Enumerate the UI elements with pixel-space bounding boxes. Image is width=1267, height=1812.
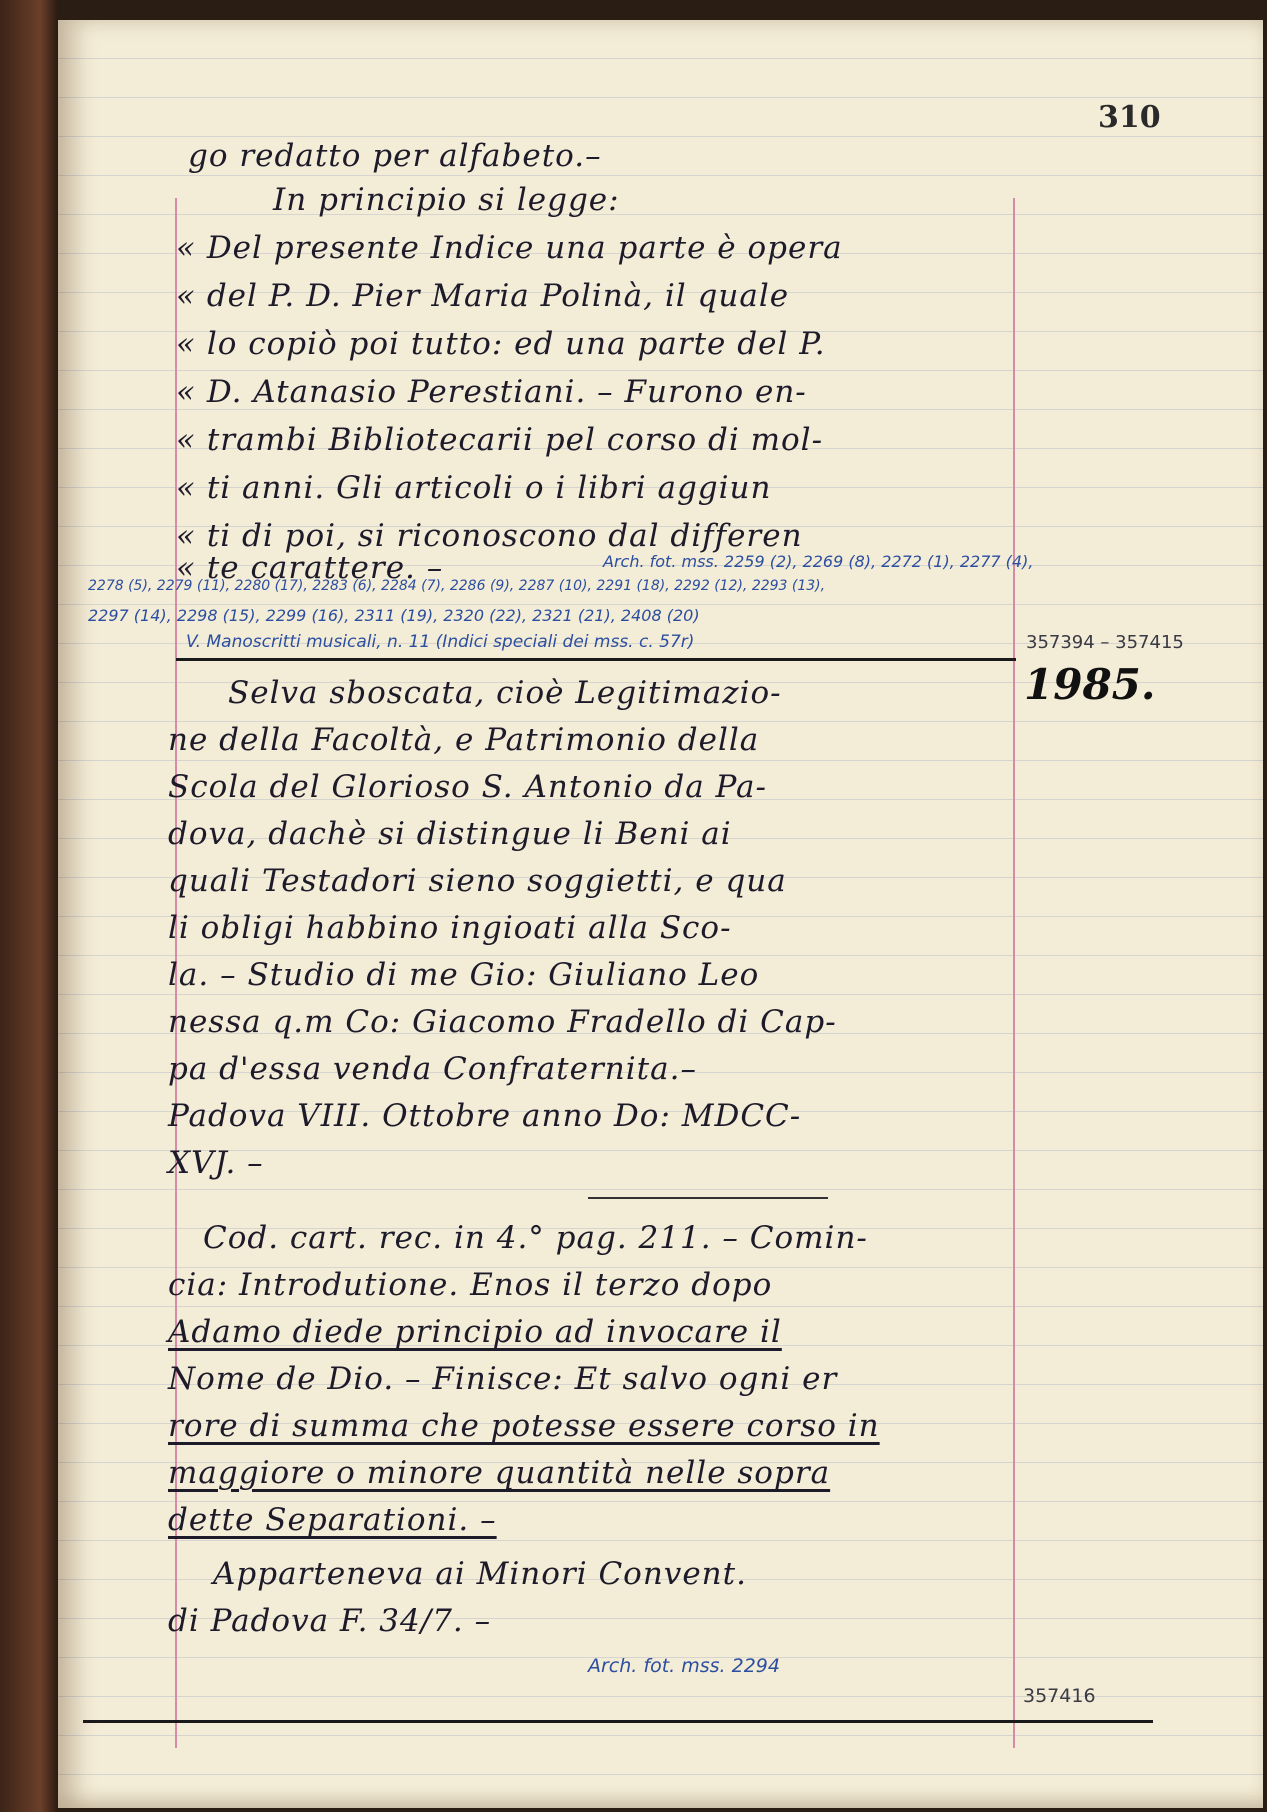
description-line: cia: Introdutione. Enos il terzo dopo [168,1267,773,1303]
book-binding [0,0,58,1812]
main-entry-line: nessa q.m Co: Giacomo Fradello di Cap- [168,1004,837,1040]
description-line: Adamo diede principio ad invocare il [168,1314,782,1350]
description-line: Cod. cart. rec. in 4.° pag. 211. – Comin- [203,1220,868,1256]
main-entry-line: XVJ. – [168,1145,264,1181]
top-entry-line: « del P. D. Pier Maria Polinà, il quale [176,278,790,314]
description-line: rore di summa che potesse essere corso in [168,1408,880,1444]
description-line: di Padova F. 34/7. – [168,1603,492,1639]
manuscript-reference: V. Manoscritti musicali, n. 11 (Indici speciali dei mss. c. 57r) [186,632,695,652]
description-line: Apparteneva ai Minori Convent. [213,1556,747,1592]
archive-annotation: 2278 (5), 2279 (11), 2280 (17), 2283 (6), 2284 (7), 2286 (9), 2287 (10), 2291 (18), 2292 (12), 2293 (13), [88,578,826,594]
main-entry-line: pa d'essa venda Confraternita.– [168,1051,697,1087]
top-entry-line: « ti di poi, si riconoscono dal differen [176,518,803,554]
top-entry-line: « D. Atanasio Perestiani. – Furono en- [176,374,807,410]
entry-separator [83,1720,1153,1723]
main-entry-line: la. – Studio di me Gio: Giuliano Leo [168,957,760,993]
archive-annotation: 2297 (14), 2298 (15), 2299 (16), 2311 (19), 2320 (22), 2321 (21), 2408 (20) [88,606,700,625]
top-entry-line: « ti anni. Gli articoli o i libri aggiun [176,470,772,506]
main-entry-line: Selva sboscata, cioè Legitimazio- [228,675,782,711]
archive-annotation: Arch. fot. mss. 2259 (2), 2269 (8), 2272 (1), 2277 (4), [603,552,1034,571]
top-entry-line: « lo copiò poi tutto: ed una parte del P. [176,326,826,362]
main-entry-line: dova, dachè si distingue li Beni ai [168,816,732,852]
archive-annotation: Arch. fot. mss. 2294 [588,1655,780,1677]
main-entry-line: Padova VIII. Ottobre anno Do: MDCC- [168,1098,802,1134]
manuscript-page [58,20,1263,1808]
page-number: 310 [1098,100,1161,135]
description-line: maggiore o minore quantità nelle sopra [168,1455,831,1491]
top-entry-line: « Del presente Indice una parte è opera [176,230,843,266]
right-margin-line [1013,198,1015,1748]
description-line: Nome de Dio. – Finisce: Et salvo ogni er [168,1361,838,1397]
main-entry-line: ne della Facoltà, e Patrimonio della [168,722,760,758]
main-entry-line: Scola del Glorioso S. Antonio da Pa- [168,769,767,805]
section-divider [588,1197,828,1199]
main-entry-line: quali Testadori sieno soggietti, e qua [168,863,787,899]
top-entry-line: « trambi Bibliotecarii pel corso di mol- [176,422,824,458]
pencil-inventory-number: 357394 – 357415 [1026,632,1184,653]
top-entry-line: go redatto per alfabeto.– [188,138,602,174]
top-entry-line: « te carattere. – [176,550,444,586]
main-entry-line: li obligi habbino ingioati alla Sco- [168,910,732,946]
top-entry-line: In principio si legge: [273,182,620,218]
description-line: dette Separationi. – [168,1502,497,1538]
entry-number: 1985. [1024,660,1156,709]
entry-separator [176,658,1016,661]
pencil-inventory-number: 357416 [1023,1685,1096,1707]
